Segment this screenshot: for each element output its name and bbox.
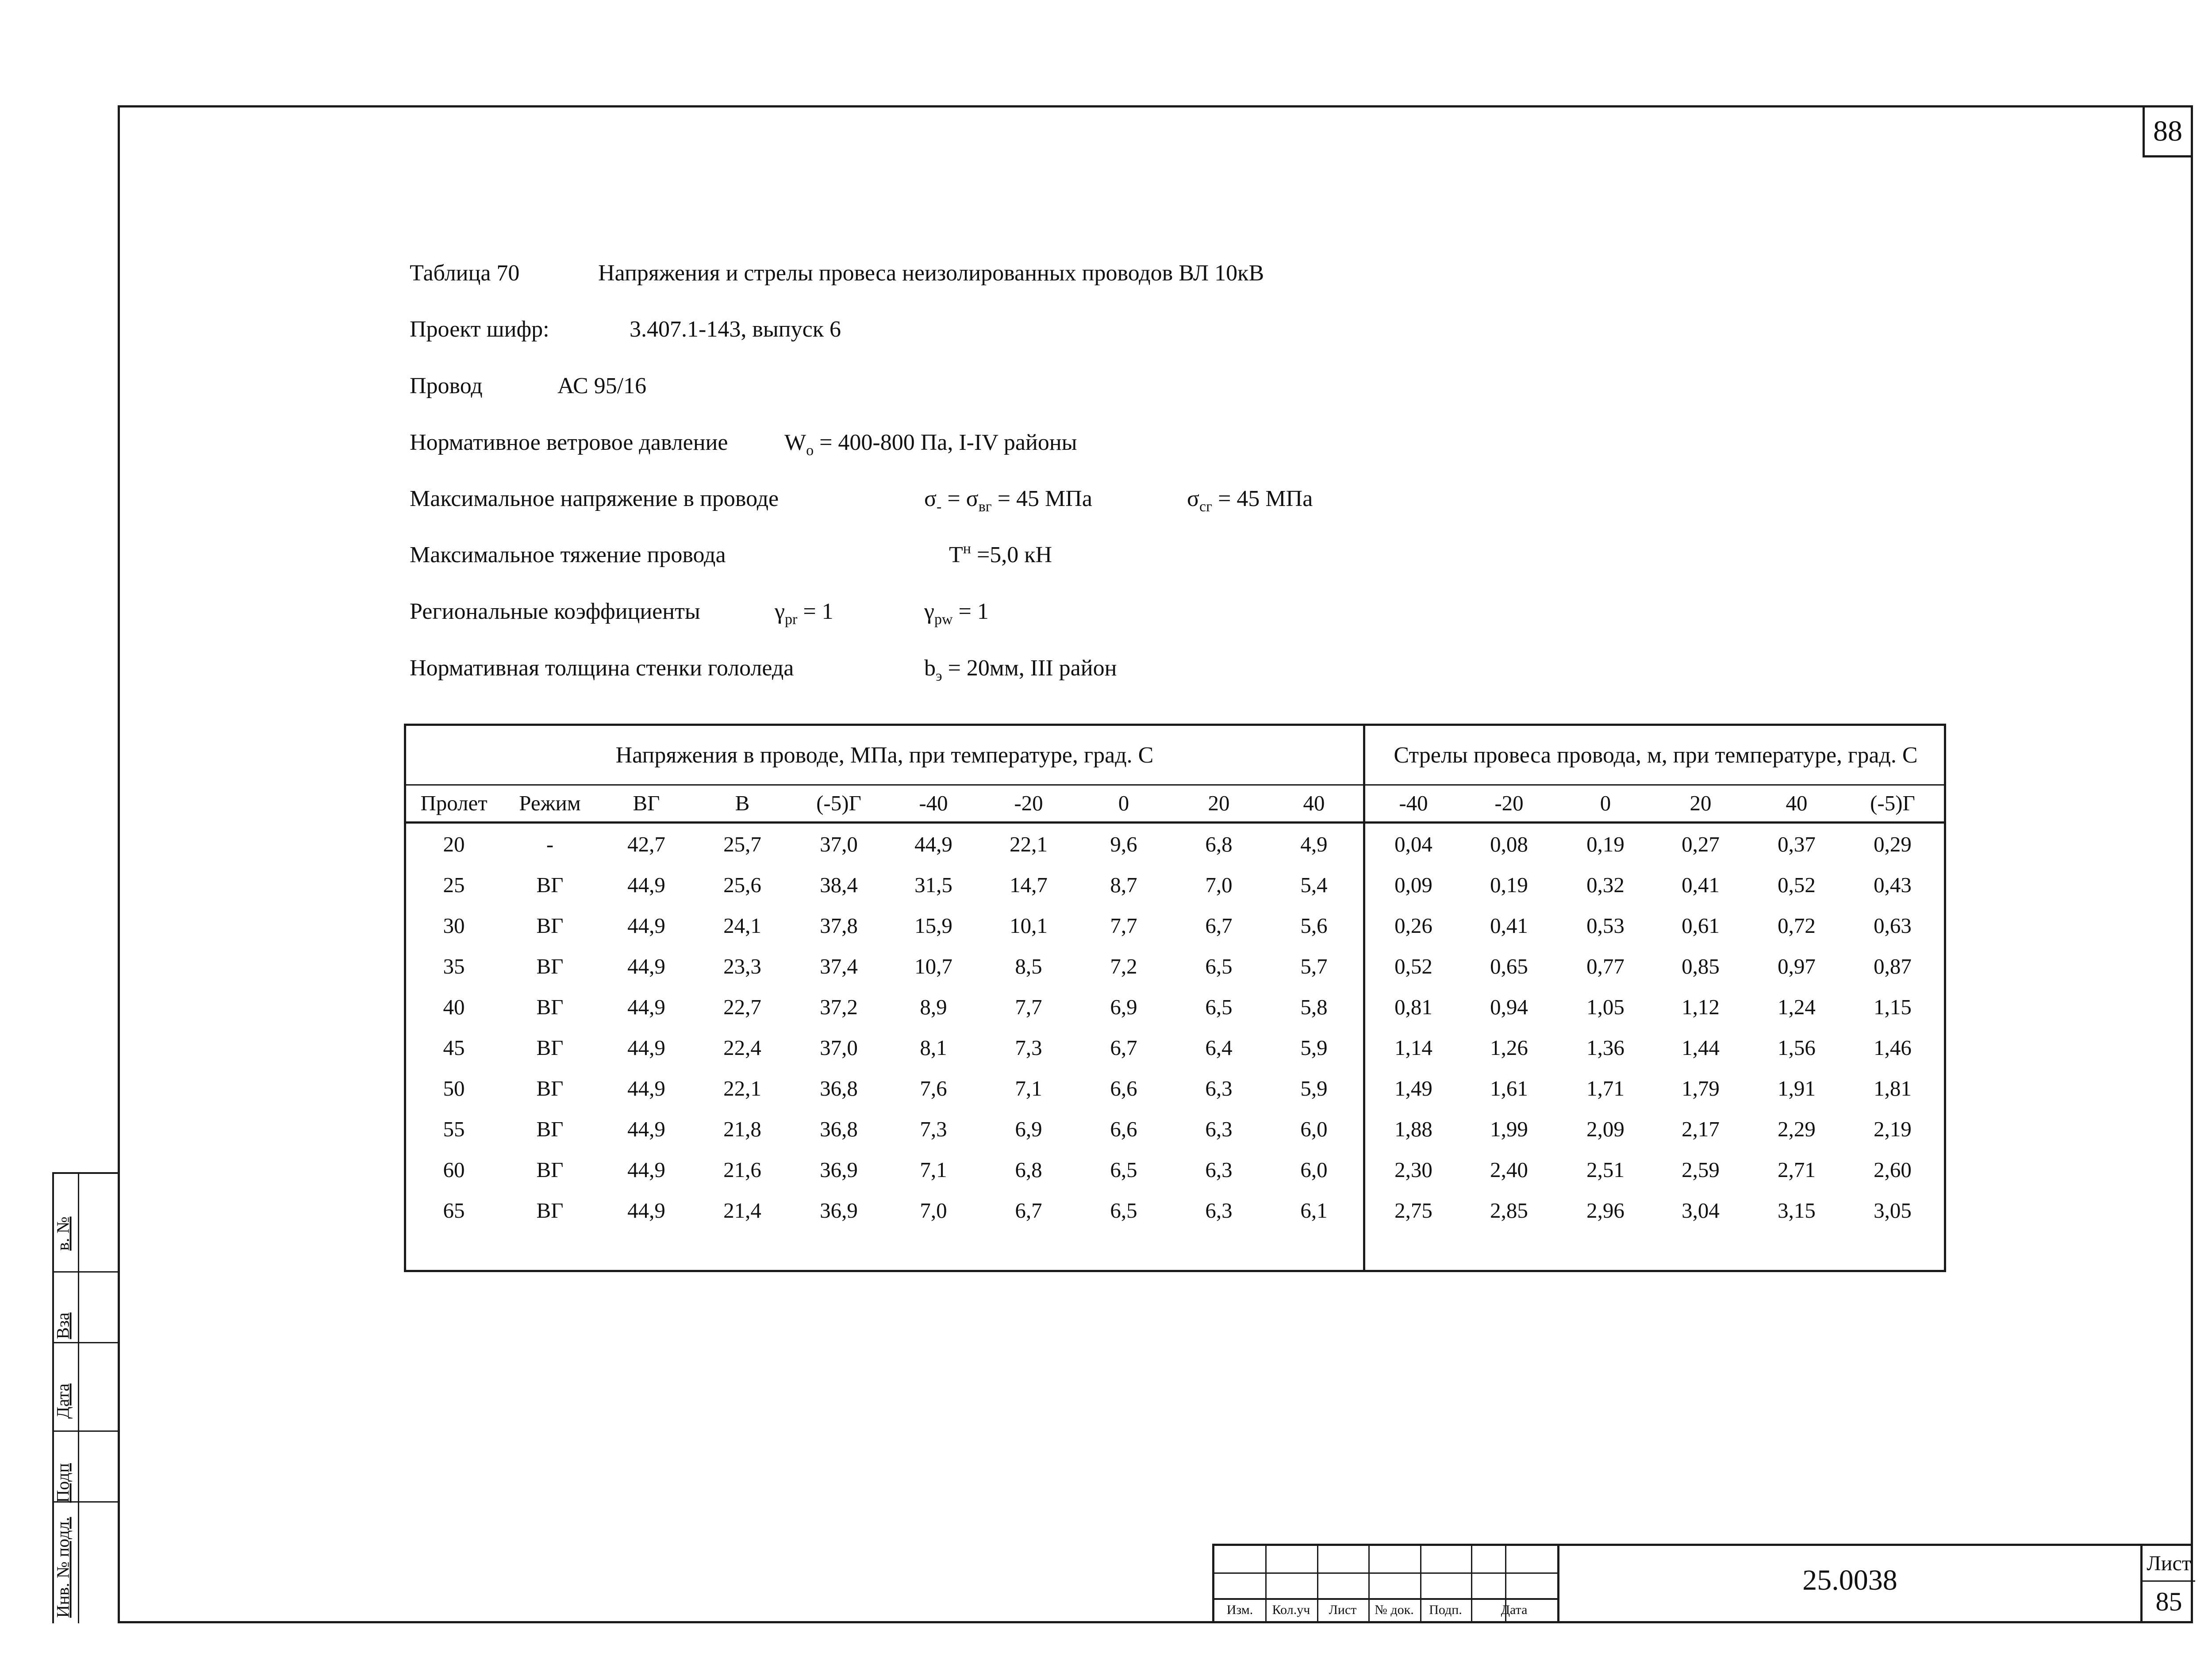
table-cell: 0,65 — [1490, 954, 1528, 978]
table-cell: 21,4 — [723, 1198, 761, 1223]
table-cell: 0,19 — [1586, 832, 1624, 856]
table-cell: 2,19 — [1874, 1116, 1912, 1141]
table-cell: 7,0 — [1205, 872, 1233, 897]
table-cell: 8,7 — [1110, 872, 1137, 897]
table-cell: 0,81 — [1394, 994, 1432, 1019]
wind-pressure: $W_о = 400-800$ Па, I-IV районы — [784, 430, 1077, 459]
table-cell: 22,1 — [723, 1076, 761, 1100]
column-header: (-5)Г — [816, 790, 861, 815]
table-cell: 2,17 — [1682, 1116, 1720, 1141]
table-cell: 0,08 — [1490, 832, 1528, 856]
table-cell: 44,9 — [627, 1076, 665, 1100]
table-cell: 21,6 — [723, 1157, 761, 1182]
table-cell: 7,3 — [920, 1116, 947, 1141]
table-cell: 5,9 — [1300, 1076, 1328, 1100]
wire-label: Провод — [410, 373, 483, 399]
column-header: -20 — [1494, 790, 1524, 815]
table-cell: 0,09 — [1394, 872, 1432, 897]
margin-stamp — [52, 1172, 118, 1623]
table-cell: 36,9 — [820, 1157, 858, 1182]
table-cell: 0,53 — [1586, 913, 1624, 938]
table-row — [406, 1108, 1944, 1149]
table-cell: 22,1 — [1010, 832, 1048, 856]
column-header: -20 — [1014, 790, 1043, 815]
table-cell: 0,26 — [1394, 913, 1432, 938]
table-cell: 1,56 — [1778, 1035, 1816, 1060]
table-cell: 7,0 — [920, 1198, 947, 1223]
table-cell: 25,6 — [723, 872, 761, 897]
table-cell: 37,0 — [820, 832, 858, 856]
table-cell: 5,4 — [1300, 872, 1328, 897]
table-cell: 5,8 — [1300, 994, 1328, 1019]
table-cell: 44,9 — [627, 1116, 665, 1141]
table-cell: 3,04 — [1682, 1198, 1720, 1223]
table-cell: 7,7 — [1015, 994, 1042, 1019]
table-cell: 0,52 — [1394, 954, 1432, 978]
table-cell: 6,5 — [1110, 1198, 1137, 1223]
column-header: 20 — [1208, 790, 1230, 815]
table-cell: 5,6 — [1300, 913, 1328, 938]
table-cell: 1,36 — [1586, 1035, 1624, 1060]
table-cell: 0,77 — [1586, 954, 1624, 978]
table-cell: 40 — [443, 994, 465, 1019]
table-cell: 0,41 — [1490, 913, 1528, 938]
tb-label-kolu: Кол.уч — [1272, 1603, 1310, 1617]
tb-label-data: Дата — [1501, 1603, 1528, 1617]
table-cell: 6,7 — [1205, 913, 1233, 938]
column-header: -40 — [919, 790, 948, 815]
table-cell: 1,88 — [1394, 1116, 1432, 1141]
table-cell: 6,5 — [1205, 954, 1233, 978]
table-cell: 6,6 — [1110, 1116, 1137, 1141]
margin-label-vza: Вза — [53, 1312, 73, 1339]
table-cell: 25 — [443, 872, 465, 897]
table-cell: 1,26 — [1490, 1035, 1528, 1060]
sheet-number-top: 88 — [2143, 105, 2193, 157]
table-cell: 8,9 — [920, 994, 947, 1019]
table-row — [406, 946, 1944, 986]
tb-label-izm: Изм. — [1226, 1603, 1253, 1617]
table-cell: 3,05 — [1874, 1198, 1912, 1223]
column-header: 40 — [1786, 790, 1808, 815]
sheet-number: 85 — [2155, 1587, 2182, 1616]
table-cell: 0,52 — [1778, 872, 1816, 897]
table-cell: 0,32 — [1586, 872, 1624, 897]
data-table — [404, 724, 1946, 1272]
table-cell: 1,91 — [1778, 1076, 1816, 1100]
table-cell: ВГ — [536, 994, 564, 1019]
project-value: 3.407.1-143, выпуск 6 — [630, 317, 841, 342]
table-cell: ВГ — [536, 1035, 564, 1060]
stress-label: Максимальное напряжение в проводе — [410, 486, 779, 511]
table-cell: 5,9 — [1300, 1035, 1328, 1060]
table-cell: 36,8 — [820, 1076, 858, 1100]
table-cell: 37,0 — [820, 1035, 858, 1060]
table-cell: 42,7 — [627, 832, 665, 856]
table-cell: 1,12 — [1682, 994, 1720, 1019]
table-cell: 7,3 — [1015, 1035, 1042, 1060]
table-cell: 25,7 — [723, 832, 761, 856]
table-cell: 0,94 — [1490, 994, 1528, 1019]
table-cell: ВГ — [536, 913, 564, 938]
table-cell: 1,14 — [1394, 1035, 1432, 1060]
table-cell: - — [546, 832, 554, 856]
table-cell: 36,9 — [820, 1198, 858, 1223]
table-cell: 6,6 — [1110, 1076, 1137, 1100]
table-cell: 2,71 — [1778, 1157, 1816, 1182]
table-cell: 24,1 — [723, 913, 761, 938]
table-cell: 60 — [443, 1157, 465, 1182]
table-cell: 6,8 — [1205, 832, 1233, 856]
column-header: 0 — [1118, 790, 1129, 815]
table-cell: 38,4 — [820, 872, 858, 897]
table-row — [406, 864, 1944, 905]
sheet-label: Лист — [2147, 1552, 2191, 1575]
table-cell: 0,41 — [1682, 872, 1720, 897]
table-cell: ВГ — [536, 1116, 564, 1141]
wire-value: АС 95/16 — [557, 373, 647, 399]
table-cell: 0,27 — [1682, 832, 1720, 856]
column-header: ВГ — [633, 790, 660, 815]
table-cell: 6,8 — [1015, 1157, 1042, 1182]
table-cell: 23,3 — [723, 954, 761, 978]
table-cell: 50 — [443, 1076, 465, 1100]
coef-label: Региональные коэффициенты — [410, 599, 700, 624]
table-cell: 30 — [443, 913, 465, 938]
table-cell: 31,5 — [914, 872, 952, 897]
table-cell: 2,51 — [1586, 1157, 1624, 1182]
table-row — [406, 1027, 1944, 1068]
table-cell: 6,5 — [1205, 994, 1233, 1019]
table-cell: 37,8 — [820, 913, 858, 938]
table-cell: 37,2 — [820, 994, 858, 1019]
table-cell: 8,5 — [1015, 954, 1042, 978]
table-cell: 2,60 — [1874, 1157, 1912, 1182]
title-block — [1212, 1544, 2193, 1623]
coef-pr: $\gamma_{pr} = 1$ — [775, 599, 833, 628]
table-cell: 0,37 — [1778, 832, 1816, 856]
table-row — [406, 1149, 1944, 1190]
table-cell: 10,1 — [1010, 913, 1048, 938]
table-cell: 4,9 — [1300, 832, 1328, 856]
table-cell: 22,4 — [723, 1035, 761, 1060]
table-cell: 44,9 — [627, 872, 665, 897]
stress-value: $\sigma_- = \sigma_{вг} = 45$ МПа — [924, 486, 1092, 515]
table-cell: 1,99 — [1490, 1116, 1528, 1141]
column-header: (-5)Г — [1870, 790, 1915, 815]
table-cell: 7,6 — [920, 1076, 947, 1100]
table-cell: 6,3 — [1205, 1157, 1233, 1182]
table-cell: 7,7 — [1110, 913, 1137, 938]
table-cell: 2,29 — [1778, 1116, 1816, 1141]
table-cell: 44,9 — [627, 954, 665, 978]
table-row — [406, 986, 1944, 1027]
column-header: -40 — [1399, 790, 1428, 815]
table-cell: 6,3 — [1205, 1116, 1233, 1141]
table-cell: 0,04 — [1394, 832, 1432, 856]
table-cell: 6,9 — [1110, 994, 1137, 1019]
table-cell: 1,24 — [1778, 994, 1816, 1019]
table-cell: 1,44 — [1682, 1035, 1720, 1060]
table-cell: 6,3 — [1205, 1076, 1233, 1100]
table-cell: 2,85 — [1490, 1198, 1528, 1223]
table-cell: 6,4 — [1205, 1035, 1233, 1060]
table-row — [406, 905, 1944, 946]
column-header: 40 — [1303, 790, 1325, 815]
project-label: Проект шифр: — [410, 317, 549, 342]
tb-label-ndok: № док. — [1375, 1603, 1414, 1617]
table-cell: 45 — [443, 1035, 465, 1060]
table-cell: 0,43 — [1874, 872, 1912, 897]
table-cell: 6,3 — [1205, 1198, 1233, 1223]
tension-value: $Т^н =5,0$ кН — [949, 541, 1052, 567]
table-cell: 1,71 — [1586, 1076, 1624, 1100]
tb-label-list: Лист — [1329, 1603, 1357, 1617]
table-cell: 1,79 — [1682, 1076, 1720, 1100]
table-cell: 2,30 — [1394, 1157, 1432, 1182]
table-cell: 2,75 — [1394, 1198, 1432, 1223]
table-cell: 2,40 — [1490, 1157, 1528, 1182]
table-cell: 6,9 — [1015, 1116, 1042, 1141]
table-cell: 1,61 — [1490, 1076, 1528, 1100]
ice-value: $b_э = 20мм$, III район — [924, 656, 1117, 684]
margin-label-podp: Подп — [53, 1463, 73, 1503]
table-cell: 1,46 — [1874, 1035, 1912, 1060]
table-cell: 21,8 — [723, 1116, 761, 1141]
table-cell: 8,1 — [920, 1035, 947, 1060]
table-cell: 1,15 — [1874, 994, 1912, 1019]
doc-code: 25.0038 — [1802, 1564, 1897, 1596]
table-cell: 37,4 — [820, 954, 858, 978]
table-row — [406, 824, 1944, 864]
table-cell: 44,9 — [627, 1157, 665, 1182]
table-cell: 2,09 — [1586, 1116, 1624, 1141]
column-header: Пролет — [420, 790, 488, 815]
table-cell: 0,97 — [1778, 954, 1816, 978]
table-cell: ВГ — [536, 1157, 564, 1182]
group-header-sag: Стрелы провеса провода, м, при температуре, град. С — [1394, 742, 1918, 768]
table-label: Таблица 70 — [410, 261, 520, 286]
table-cell: 7,1 — [1015, 1076, 1042, 1100]
column-header-row — [406, 784, 1944, 821]
table-cell: 6,1 — [1300, 1198, 1328, 1223]
column-header: В — [735, 790, 750, 815]
wind-label: Нормативное ветровое давление — [410, 430, 728, 455]
table-cell: 2,59 — [1682, 1157, 1720, 1182]
table-cell: 14,7 — [1010, 872, 1048, 897]
column-header: 0 — [1600, 790, 1611, 815]
table-cell: 44,9 — [627, 1035, 665, 1060]
table-cell: 36,8 — [820, 1116, 858, 1141]
table-cell: 9,6 — [1110, 832, 1137, 856]
table-cell: 6,0 — [1300, 1157, 1328, 1182]
table-cell: 10,7 — [914, 954, 952, 978]
table-cell: 22,7 — [723, 994, 761, 1019]
table-cell: 7,1 — [920, 1157, 947, 1182]
table-cell: ВГ — [536, 1198, 564, 1223]
table-cell: 0,19 — [1490, 872, 1528, 897]
margin-label-inv: Инв. № подл. — [53, 1517, 73, 1618]
table-title: Напряжения и стрелы провеса неизолированных проводов ВЛ 10кВ — [598, 261, 1264, 286]
margin-label-data: Дата — [53, 1383, 73, 1419]
table-cell: 1,49 — [1394, 1076, 1432, 1100]
table-cell: ВГ — [536, 954, 564, 978]
table-row — [406, 1068, 1944, 1108]
margin-label-vn: в. № — [53, 1216, 73, 1251]
table-cell: 15,9 — [914, 913, 952, 938]
column-header: Режим — [519, 790, 581, 815]
ice-label: Нормативная толщина стенки гололеда — [410, 656, 794, 681]
table-cell: 44,9 — [627, 994, 665, 1019]
tension-label: Максимальное тяжение провода — [410, 542, 726, 567]
table-cell: 0,85 — [1682, 954, 1720, 978]
table-cell: 6,7 — [1015, 1198, 1042, 1223]
table-cell: 65 — [443, 1198, 465, 1223]
table-cell: 0,87 — [1874, 954, 1912, 978]
table-cell: 7,2 — [1110, 954, 1137, 978]
table-cell: 35 — [443, 954, 465, 978]
tb-label-podp: Подп. — [1429, 1603, 1462, 1617]
table-cell: 0,72 — [1778, 913, 1816, 938]
table-cell: 55 — [443, 1116, 465, 1141]
column-header: 20 — [1690, 790, 1712, 815]
table-cell: ВГ — [536, 872, 564, 897]
table-cell: 3,15 — [1778, 1198, 1816, 1223]
table-cell: 1,05 — [1586, 994, 1624, 1019]
table-cell: 2,96 — [1586, 1198, 1624, 1223]
coef-pw: $\gamma_{pw} = 1$ — [924, 599, 989, 628]
table-cell: 44,9 — [627, 913, 665, 938]
stress-value-2: $\sigma_{сг} = 45$ МПа — [1187, 486, 1313, 515]
table-cell: 1,81 — [1874, 1076, 1912, 1100]
table-cell: 44,9 — [914, 832, 952, 856]
table-cell: 44,9 — [627, 1198, 665, 1223]
table-cell: 0,63 — [1874, 913, 1912, 938]
table-cell: 5,7 — [1300, 954, 1328, 978]
table-cell: 6,0 — [1300, 1116, 1328, 1141]
table-row — [406, 1190, 1944, 1231]
table-cell: 0,29 — [1874, 832, 1912, 856]
group-header-stress: Напряжения в проводе, МПа, при температуре, град. С — [615, 742, 1154, 768]
table-cell: 6,5 — [1110, 1157, 1137, 1182]
table-cell: 20 — [443, 832, 465, 856]
table-cell: ВГ — [536, 1076, 564, 1100]
table-cell: 6,7 — [1110, 1035, 1137, 1060]
table-cell: 0,61 — [1682, 913, 1720, 938]
